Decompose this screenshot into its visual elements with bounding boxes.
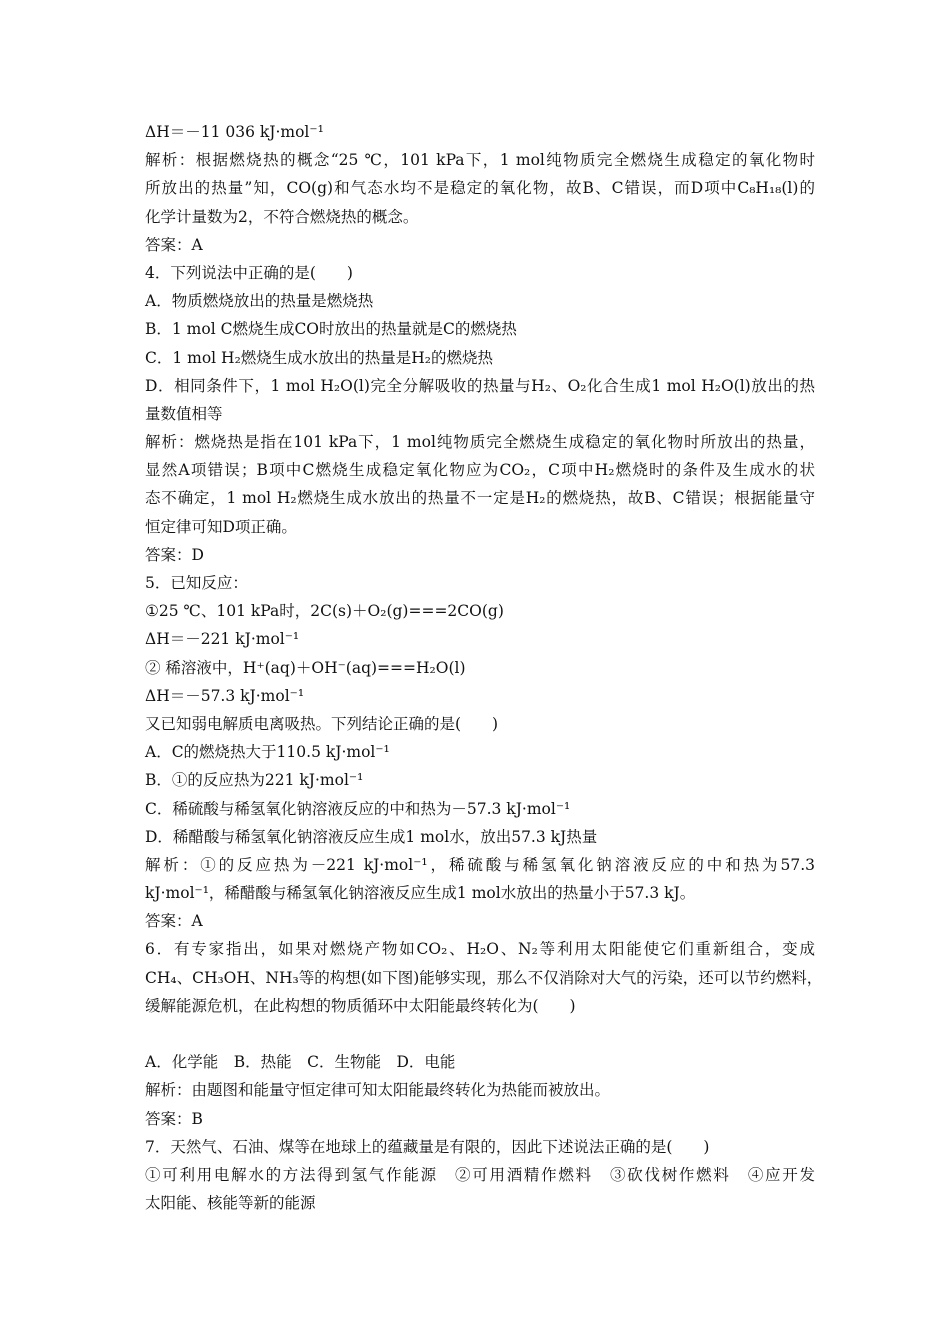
question-7-items: 太阳能、核能等新的能源 bbox=[145, 1194, 316, 1213]
question-6: 缓解能源危机，在此构想的物质循环中太阳能最终转化为( ) bbox=[145, 996, 576, 1015]
question-4: 4．下列说法中正确的是( ) bbox=[145, 263, 353, 282]
answer-line: 答案：A bbox=[145, 235, 203, 254]
formula-line: ΔH＝－57.3 kJ·mol⁻¹ bbox=[145, 686, 305, 705]
analysis-line: 解析：燃烧热是指在101 kPa下，1 mol纯物质完全燃烧生成稳定的氧化物时所放出的热量， bbox=[145, 433, 815, 452]
analysis-line: 解析：①的反应热为－221 kJ·mol⁻¹，稀硫酸与稀氢氧化钠溶液反应的中和热为57.3 bbox=[145, 855, 815, 874]
analysis-line: kJ·mol⁻¹，稀醋酸与稀氢氧化钠溶液反应生成1 mol水放出的热量小于57.3 kJ。 bbox=[145, 884, 696, 903]
question-7: 7．天然气、石油、煤等在地球上的蕴藏量是有限的，因此下述说法正确的是( ) bbox=[145, 1137, 710, 1156]
option-d: D．稀醋酸与稀氢氧化钠溶液反应生成1 mol水，放出57.3 kJ热量 bbox=[145, 827, 598, 846]
answer-line: 答案：B bbox=[145, 1109, 203, 1128]
formula-line: ΔH＝－11 036 kJ·mol⁻¹ bbox=[145, 123, 324, 141]
blank-line bbox=[145, 1020, 815, 1048]
formula-line: ΔH＝－221 kJ·mol⁻¹ bbox=[145, 630, 300, 649]
analysis-line: 解析：由题图和能量守恒定律可知太阳能最终转化为热能而被放出。 bbox=[145, 1081, 611, 1100]
option-d: 量数值相等 bbox=[145, 404, 223, 423]
question-6: CH₄、CH₃OH、NH₃等的构想(如下图)能够实现，那么不仅消除对大气的污染，还可以节约燃料， bbox=[145, 968, 823, 987]
option-d: D．相同条件下，1 mol H₂O(l)完全分解吸收的热量与H₂、O₂化合生成1 mol H₂O(l)放出的热 bbox=[145, 376, 815, 395]
question-5: 5．已知反应： bbox=[145, 574, 248, 592]
option-b: B．1 mol C燃烧生成CO时放出的热量就是C的燃烧热 bbox=[145, 320, 517, 339]
answer-line: 答案：A bbox=[145, 912, 203, 931]
option-c: C．1 mol H₂燃烧生成水放出的热量是H₂的燃烧热 bbox=[145, 348, 494, 367]
reaction-line: ② 稀溶液中，H⁺(aq)＋OH⁻(aq)===H₂O(l) bbox=[145, 658, 466, 677]
analysis-line: 解析：根据燃烧热的概念“25 ℃，101 kPa下，1 mol纯物质完全燃烧生成稳定的氧化物时 bbox=[145, 151, 815, 170]
analysis-line: 化学计量数为2，不符合燃烧热的概念。 bbox=[145, 207, 419, 226]
analysis-line: 显然A项错误；B项中C燃烧生成稳定氧化物应为CO₂，C项中H₂燃烧时的条件及生成水的状 bbox=[145, 461, 815, 480]
analysis-line: 恒定律可知D项正确。 bbox=[145, 517, 297, 536]
option-a: A．C的燃烧热大于110.5 kJ·mol⁻¹ bbox=[145, 743, 390, 762]
option-c: C．稀硫酸与稀氢氧化钠溶液反应的中和热为－57.3 kJ·mol⁻¹ bbox=[145, 799, 571, 818]
answer-line: 答案：D bbox=[145, 545, 204, 564]
analysis-line: 态不确定，1 mol H₂燃烧生成水放出的热量不一定是H₂的燃烧热，故B、C错误；根据能量守 bbox=[145, 489, 815, 508]
question-6: 6．有专家指出，如果对燃烧产物如CO₂、H₂O、N₂等利用太阳能使它们重新组合，变成 bbox=[145, 940, 815, 959]
reaction-line: ①25 ℃、101 kPa时，2C(s)＋O₂(g)===2CO(g) bbox=[145, 602, 504, 621]
option-a: A．物质燃烧放出的热量是燃烧热 bbox=[145, 292, 374, 311]
option-b: B．①的反应热为221 kJ·mol⁻¹ bbox=[145, 771, 364, 790]
analysis-line: 所放出的热量”知，CO(g)和气态水均不是稳定的氧化物，故B、C错误，而D项中C₈H₁₈(l)的 bbox=[145, 179, 815, 198]
question-7-items: ①可利用电解水的方法得到氢气作能源 ②可用酒精作燃料 ③砍伐树作燃料 ④应开发 bbox=[145, 1165, 815, 1184]
text-column bbox=[145, 118, 823, 1217]
options-line: A．化学能 B．热能 C．生物能 D．电能 bbox=[145, 1053, 456, 1072]
question-5-stem: 又已知弱电解质电离吸热。下列结论正确的是( ) bbox=[145, 714, 499, 733]
